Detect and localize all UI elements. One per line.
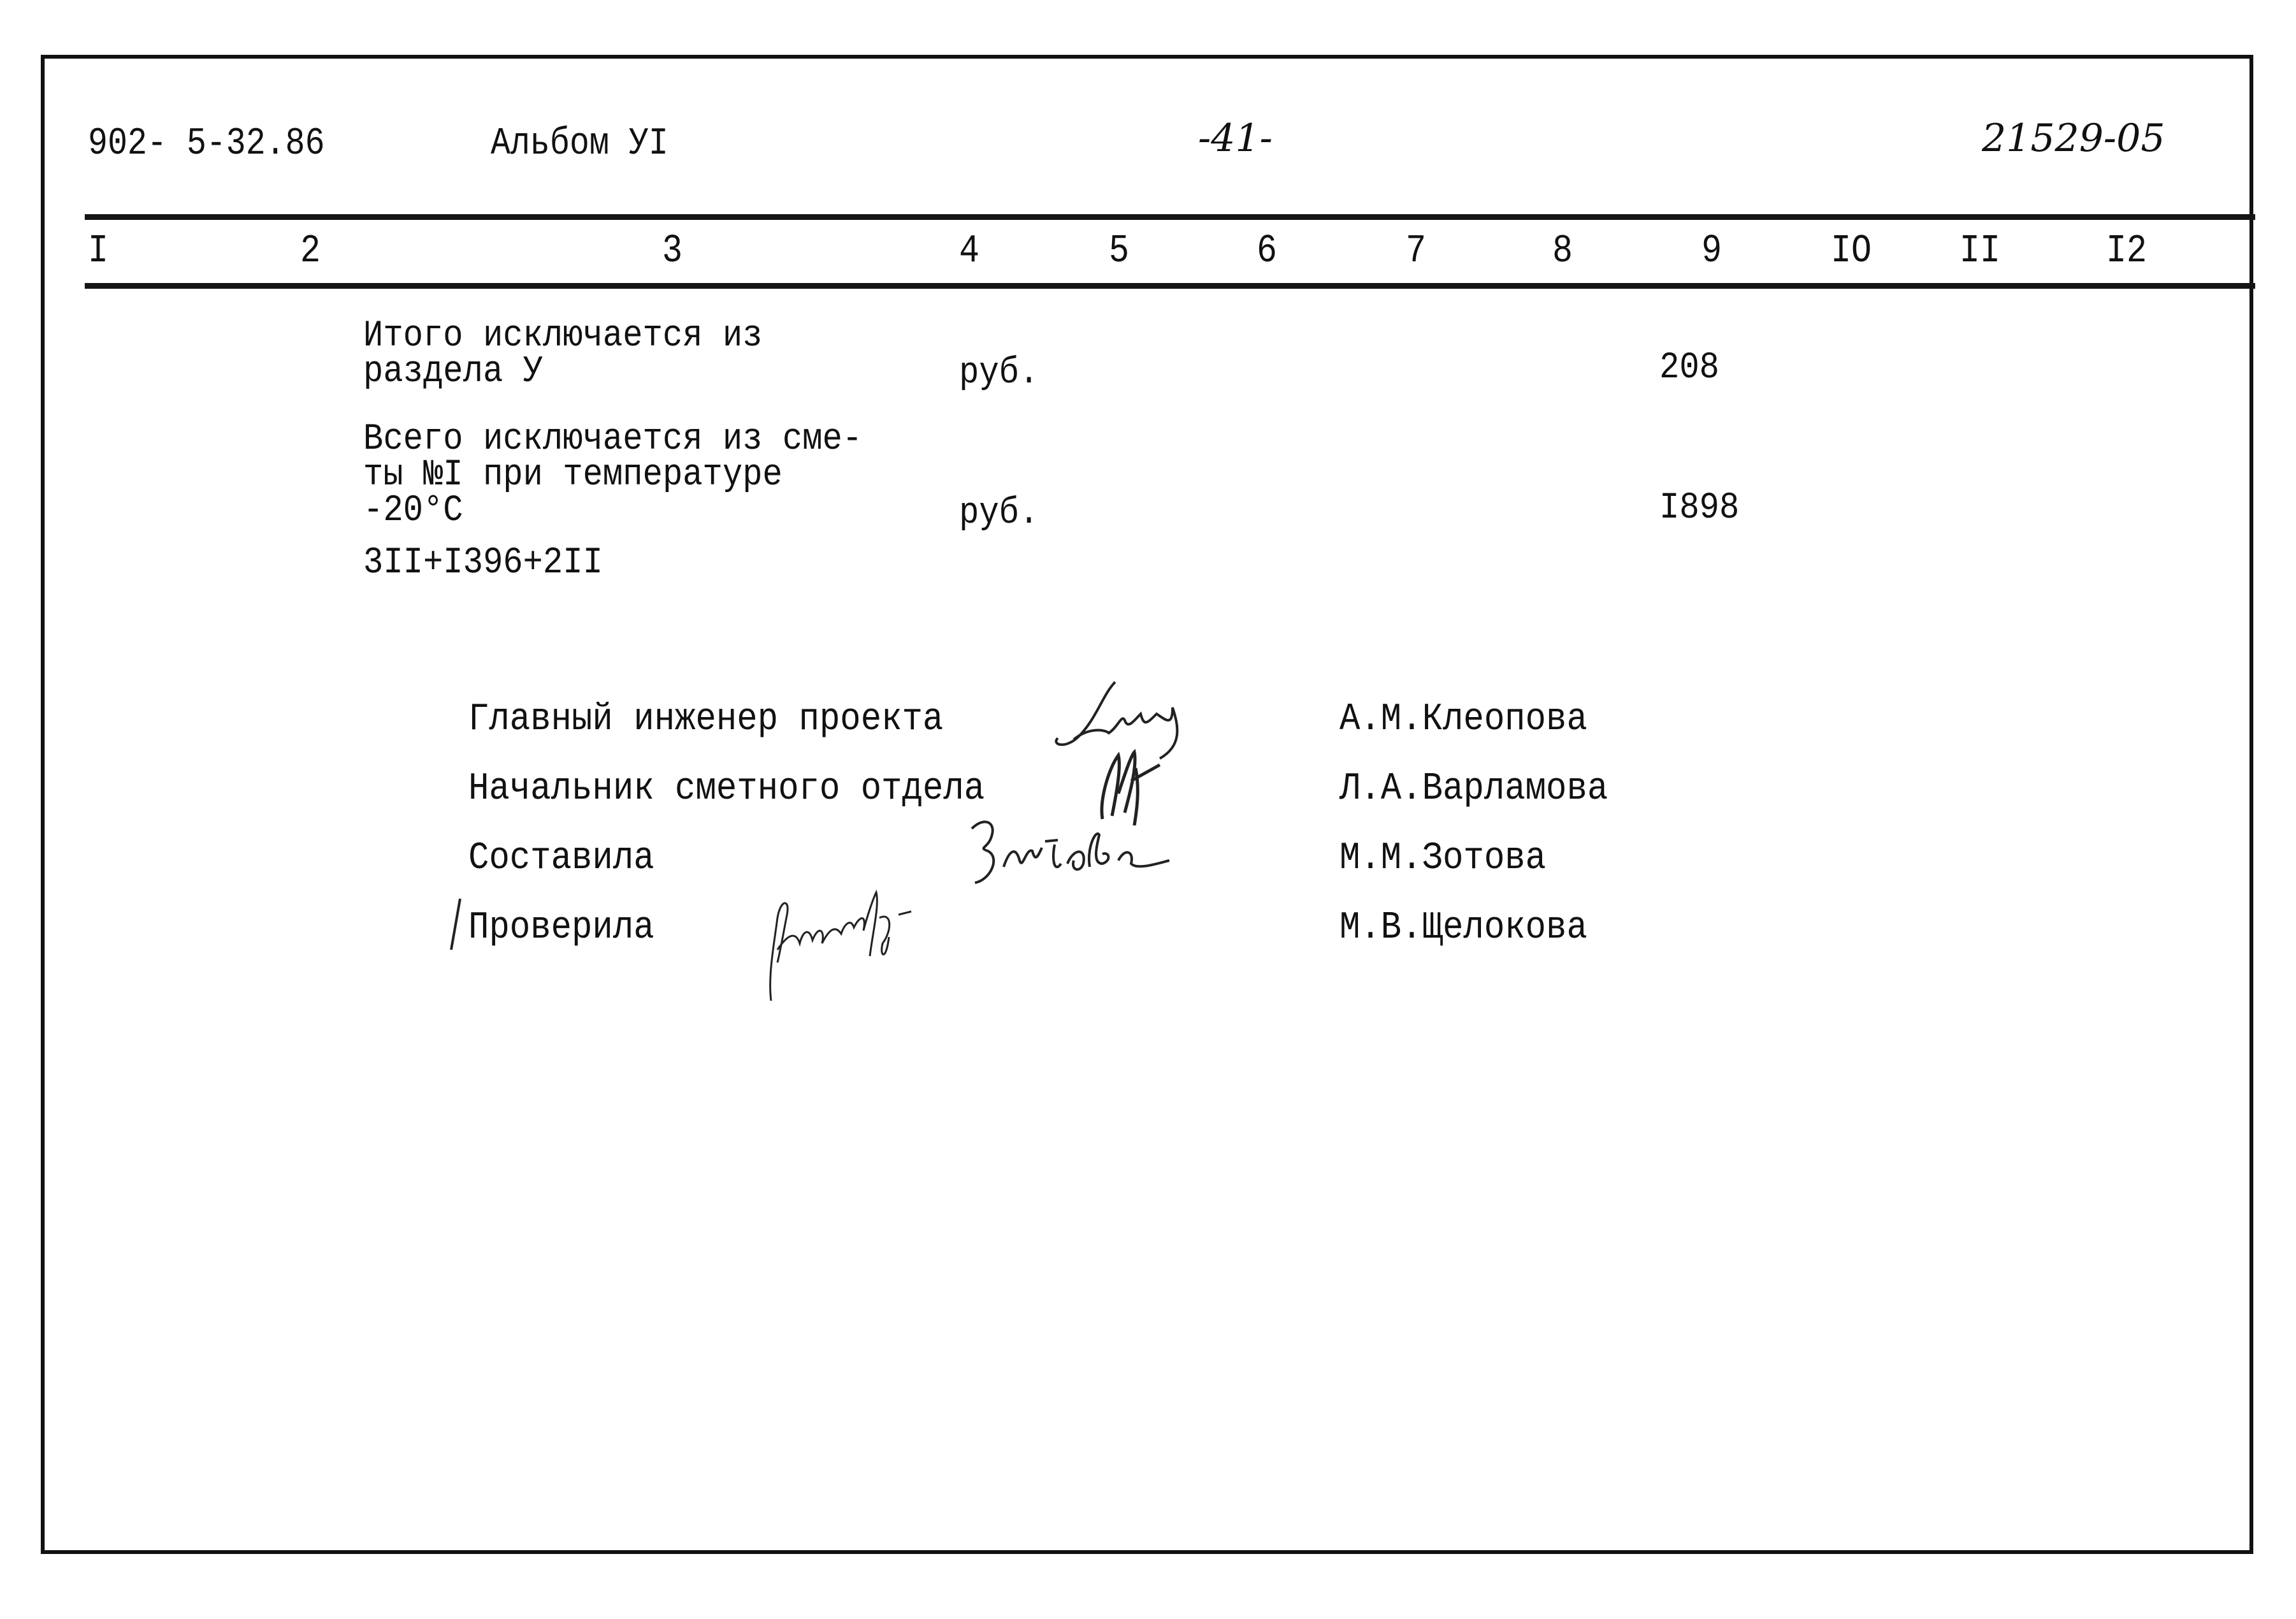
signature-scribble-shchelokova: [758, 880, 1000, 1007]
album-label: Альбом УI: [491, 122, 668, 166]
row-description-line: ты №I при температуре: [363, 454, 783, 496]
column-number: IO: [1831, 228, 1872, 273]
row-amount: I898: [1659, 488, 1740, 529]
signature-role: Составила: [468, 837, 654, 880]
column-number: 4: [959, 228, 980, 273]
column-number: 9: [1701, 228, 1722, 273]
row-description-line: Итого исключается из: [363, 316, 763, 357]
column-number: I2: [2106, 228, 2148, 273]
margin-tick-mark: [446, 896, 465, 953]
signatory-name: А.М.Клеопова: [1339, 698, 1587, 741]
signature-role: Проверила: [468, 906, 654, 950]
row-formula: 3II+I396+2II: [363, 542, 603, 584]
row-unit: руб.: [959, 352, 1039, 394]
inventory-number: 21529-05: [1982, 116, 2165, 161]
row-unit: руб.: [959, 493, 1039, 534]
column-number: 3: [662, 228, 683, 273]
column-number: I: [88, 228, 109, 273]
signatory-name: Л.А.Варламова: [1339, 767, 1608, 811]
header-top-rule: [85, 214, 2255, 220]
signature-role: Главный инженер проекта: [468, 698, 944, 741]
column-number: 5: [1109, 228, 1130, 273]
column-number: II: [1960, 228, 2001, 273]
row-description-line: раздела У: [363, 351, 543, 393]
signatory-name: М.В.Щелокова: [1339, 906, 1587, 950]
column-number: 7: [1406, 228, 1427, 273]
page-number: -41-: [1198, 116, 1273, 161]
column-number: 8: [1552, 228, 1573, 273]
signature-role: Начальник сметного отдела: [468, 767, 985, 811]
signatory-name: М.М.Зотова: [1339, 837, 1547, 880]
signature-scribble-zotova: [959, 810, 1252, 899]
document-code: 902- 5-32.86: [88, 122, 325, 166]
row-amount: 208: [1659, 347, 1719, 389]
header-bottom-rule: [85, 283, 2255, 289]
column-number: 2: [300, 228, 321, 273]
row-description-line: -20°С: [363, 490, 463, 532]
column-number: 6: [1257, 228, 1278, 273]
row-description-line: Всего исключается из сме-: [363, 419, 863, 460]
